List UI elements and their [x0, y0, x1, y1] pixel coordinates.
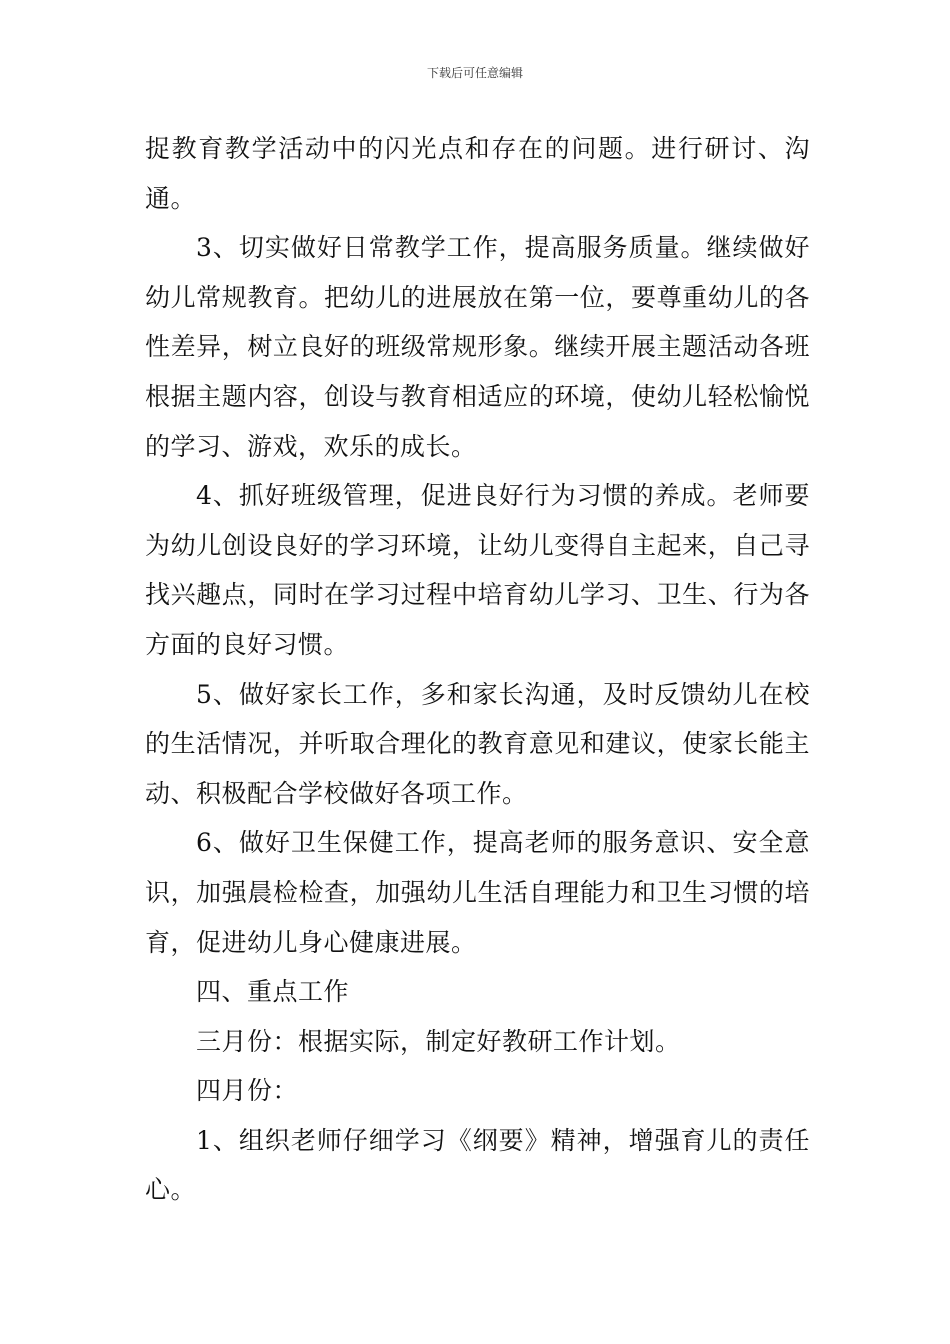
document-body — [145, 124, 810, 1215]
paragraph-item-3: 3、切实做好日常教学工作，提高服务质量。继续做好幼儿常规教育。把幼儿的进展放在第一位，要尊重幼儿的各性差异，树立良好的班级常规形象。继续开展主题活动各班根据主题内容，创设与教育相适应的环境，使幼儿轻松愉悦的学习、游戏，欢乐的成长。 — [145, 233, 810, 461]
paragraph-item-4: 4、抓好班级管理，促进良好行为习惯的养成。老师要为幼儿创设良好的学习环境，让幼儿变得自主起来，自己寻找兴趣点，同时在学习过程中培育幼儿学习、卫生、行为各方面的良好习惯。 — [145, 481, 810, 659]
page-header-note: 下载后可任意编辑 — [426, 66, 523, 80]
paragraph-continuation: 捉教育教学活动中的闪光点和存在的问题。进行研讨、沟通。 — [145, 134, 810, 213]
section-heading: 四、重点工作 — [196, 977, 350, 1007]
paragraph-april-label: 四月份： — [196, 1076, 299, 1106]
paragraph-march: 三月份：根据实际，制定好教研工作计划。 — [196, 1026, 681, 1056]
paragraph-item-5: 5、做好家长工作，多和家长沟通，及时反馈幼儿在校的生活情况，并听取合理化的教育意见和建议，使家长能主动、积极配合学校做好各项工作。 — [145, 679, 810, 808]
paragraph-april-item-1: 1、组织老师仔细学习《纲要》精神，增强育儿的责任心。 — [145, 1125, 810, 1205]
paragraph-item-6: 6、做好卫生保健工作，提高老师的服务意识、安全意识，加强晨检检查，加强幼儿生活自理能力和卫生习惯的培育，促进幼儿身心健康进展。 — [145, 828, 810, 957]
